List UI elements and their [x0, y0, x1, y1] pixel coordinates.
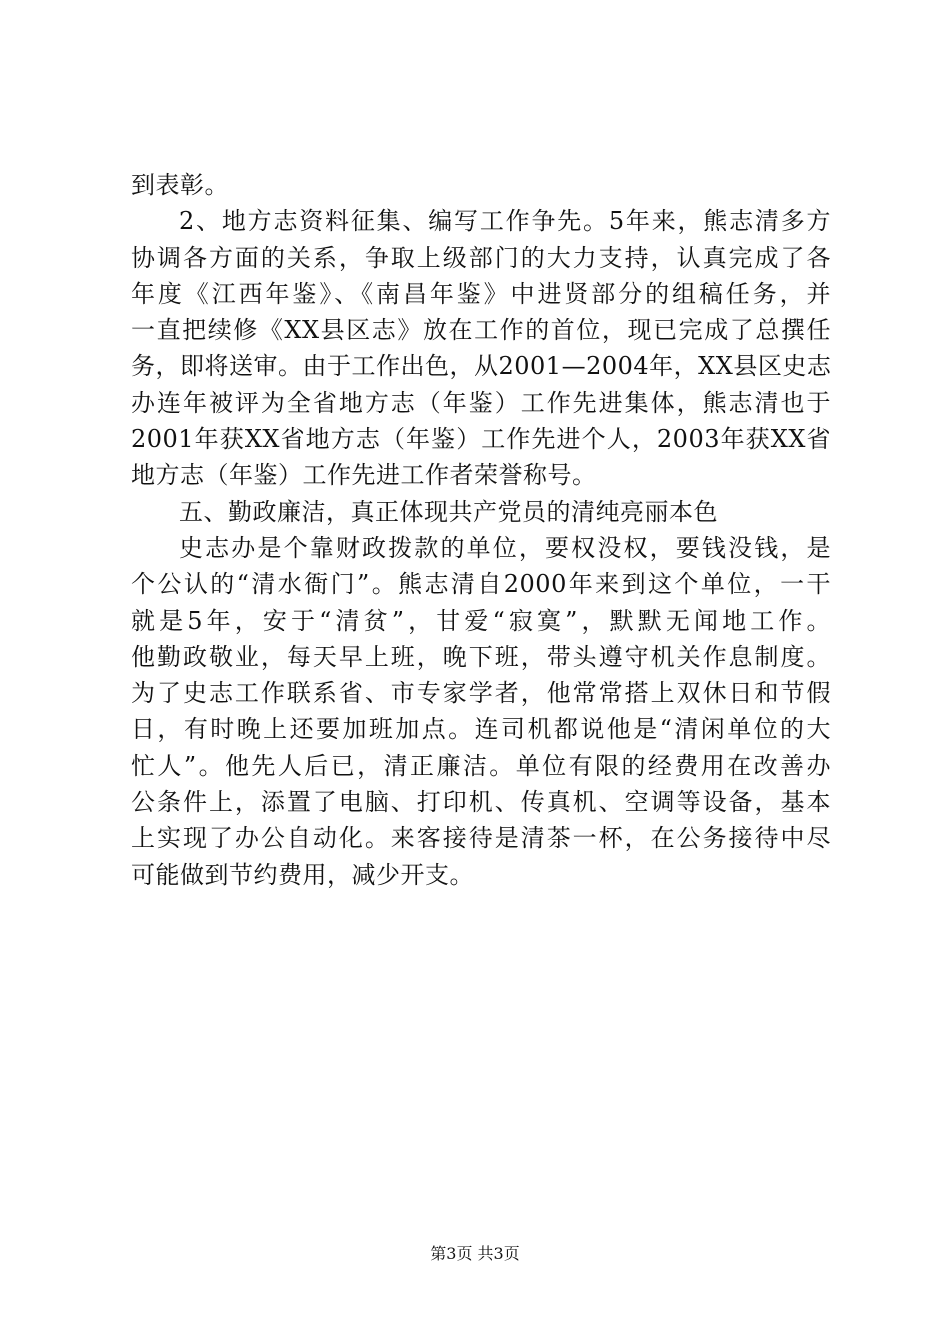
text-line: 忙人”。他先人后已，清正廉洁。单位有限的经费用在改善办: [131, 751, 831, 780]
text-line: 日，有时晚上还要加班加点。连司机都说他是“清闲单位的大: [131, 715, 831, 744]
text-line: 可能做到节约费用，减少开支。: [131, 860, 474, 889]
text-line: 协调各方面的关系，争取上级部门的大力支持，认真完成了各: [131, 243, 831, 272]
text-line: 年度《江西年鉴》、《南昌年鉴》中进贤部分的组稿任务，并: [131, 279, 831, 308]
page-number: 第3页 共3页: [430, 1244, 520, 1263]
text-line: 务，即将送审。由于工作出色，从2001—2004年，XX县区史志: [131, 352, 832, 381]
text-line: 史志办是个靠财政拨款的单位，要权没权，要钱没钱，是: [179, 533, 831, 562]
text-line: 公条件上，添置了电脑、打印机、传真机、空调等设备，基本: [131, 788, 831, 817]
text-line: 2、地方志资料征集、编写工作争先。5年来，熊志清多方: [179, 207, 831, 236]
text-line: 地方志（年鉴）工作先进工作者荣誉称号。: [131, 461, 597, 490]
text-line: 个公认的“清水衙门”。熊志清自2000年来到这个单位，一干: [131, 570, 831, 599]
text-line: 为了史志工作联系省、市专家学者，他常常搭上双休日和节假: [131, 679, 831, 708]
text-line: 2001年获XX省地方志（年鉴）工作先进个人，2003年获XX省: [131, 425, 831, 454]
text-line: 到表彰。: [131, 171, 229, 199]
text-line: 上实现了办公自动化。来客接待是清茶一杯，在公务接待中尽: [131, 824, 831, 853]
section-heading: 五、勤政廉洁，真正体现共产党员的清纯亮丽本色: [179, 497, 718, 526]
text-line: 一直把续修《XX县区志》放在工作的首位，现已完成了总撰任: [131, 316, 831, 345]
text-line: 办连年被评为全省地方志（年鉴）工作先进集体，熊志清也于: [131, 388, 831, 417]
text-line: 就是5年，安于“清贫”，甘爱“寂寞”，默默无闻地工作。: [131, 606, 831, 635]
text-line: 他勤政敬业，每天早上班，晚下班，带头遵守机关作息制度。: [131, 642, 831, 671]
document-body: [131, 167, 831, 893]
